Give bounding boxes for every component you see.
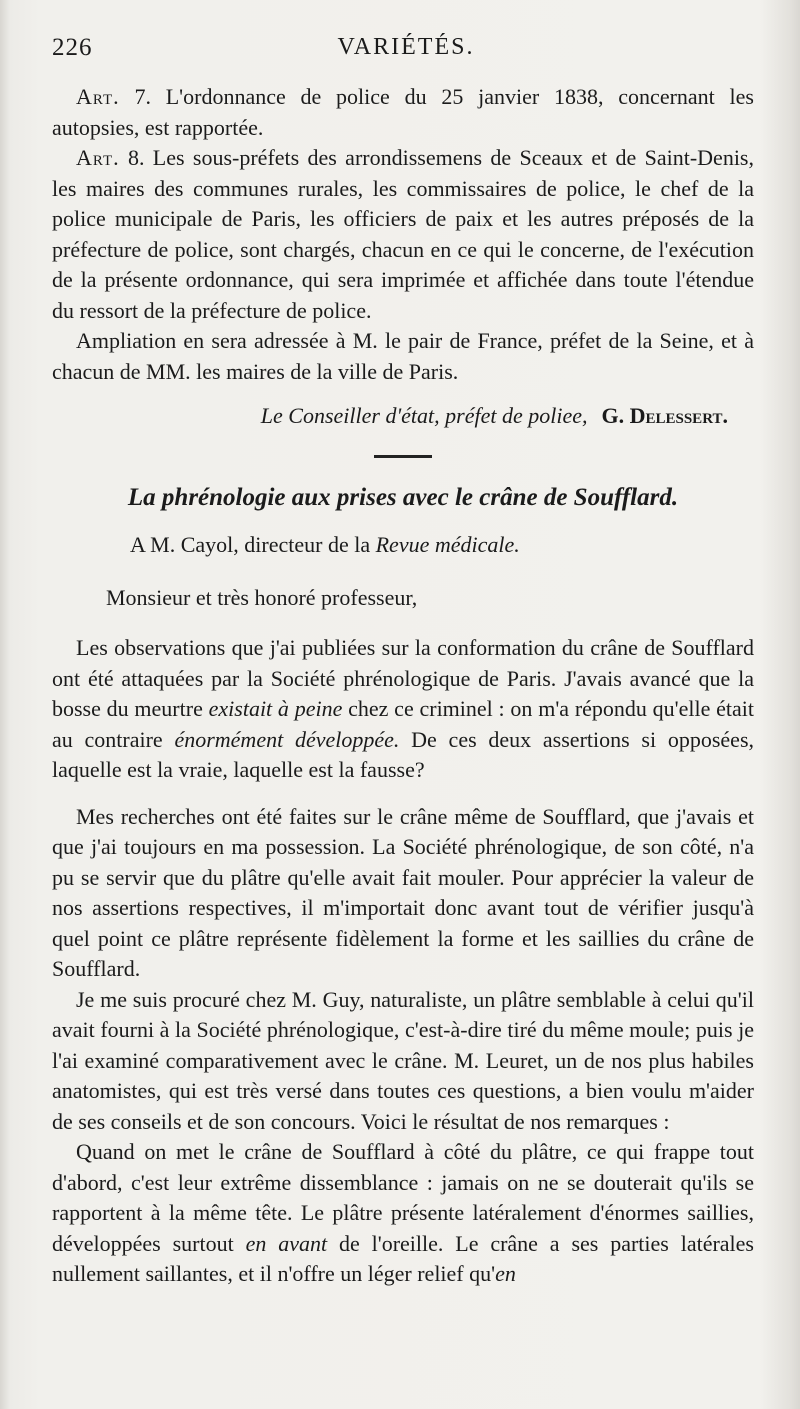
page-number: 226 — [52, 34, 93, 61]
signature — [52, 401, 728, 431]
running-head: VARIÉTÉS. — [337, 34, 475, 60]
page-content — [52, 82, 754, 1290]
ampliation-paragraph: Ampliation en sera adressée à M. le pair de France, préfet de la Seine, et à chacun de MM. les maires de la ville de Paris. — [52, 328, 754, 384]
paragraph-1-text-c: De ces deux assertions si opposées, laquelle est la vraie, laquelle est la fausse? — [52, 726, 755, 782]
paragraph-1-text-b: chez ce criminel : on m'a répondu qu'elle était au contraire — [52, 696, 755, 752]
section-divider — [374, 455, 432, 458]
paragraph-3: Je me suis procuré chez M. Guy, naturaliste, un plâtre semblable à celui qu'il avait fourni à la Société phrénologique, c'est-à-dire tiré du même moule; puis je l'ai examiné comparativement avec le crâne. M. Leuret, un de nos plus habiles anatomistes, qui est très versé dans toutes ces questions, a bien voulu m'aider de ses conseils et de son concours. Voici le résultat de nos remarques : — [52, 986, 754, 1134]
paragraph-1 — [52, 633, 754, 786]
paragraph-4 — [52, 1137, 754, 1290]
addressee-prefix: A M. Cayol, directeur de la — [130, 532, 371, 557]
paragraph-4-emphasis-2: en — [495, 1261, 516, 1286]
addressee-journal: Revue médicale. — [375, 532, 520, 557]
salutation: Monsieur et très honoré professeur, — [106, 584, 418, 610]
article-7 — [52, 82, 754, 143]
paragraph-1-emphasis-1: existait à peine — [208, 696, 343, 721]
paragraph-4-text-a: Quand on met le crâne de Soufflard à côté du plâtre, ce qui frappe tout d'abord, c'est leur extrême dissemblance : jamais on ne se douterait qu'ils se rapportent à la même tête. Le plâtre présente latéralement d'énormes saillies, développées surtout — [52, 1139, 754, 1256]
paragraph-4-emphasis-1: en avant — [245, 1230, 328, 1256]
article-7-text: 7. L'ordonnance de police du 25 janvier 1838, concernant les autopsies, est rapportée. — [52, 84, 754, 140]
paragraph-4-text-b: de l'oreille. Le crâne a ses parties latérales nullement saillantes, et il n'offre un léger relief qu' — [52, 1230, 754, 1286]
article-label: Art. — [76, 84, 120, 109]
paragraph-1-emphasis-2: énormément développée. — [174, 726, 400, 752]
addressee — [52, 530, 754, 561]
article-title: La phrénologie aux prises avec le crâne de Soufflard. — [127, 484, 679, 511]
article-8 — [52, 143, 754, 326]
article-label: Art. — [76, 145, 120, 170]
page-header — [52, 34, 760, 70]
article-8-text: 8. Les sous-préfets des arrondissemens de Sceaux et de Saint-Denis, les maires des communes rurales, les commissaires de police, le chef de la police municipale de Paris, les officiers de paix et les autres préposés de la préfecture de police, sont chargés, chacun en ce qui le concerne, de l'exécution de la présente ordonnance, qui sera imprimée et affichée dans toute l'étendue du ressort de la préfecture de police. — [52, 145, 754, 323]
signature-role: Le Conseiller d'état, préfet de poliee, — [260, 403, 588, 428]
paragraph-2: Mes recherches ont été faites sur le crâne même de Soufflard, que j'avais et que j'ai toujours en ma possession. La Société phrénologique, de son côté, n'a pu se servir que du plâtre qu'elle avait fait mouler. Pour apprécier la valeur de nos assertions respectives, il m'importait donc avant tout de vérifier jusqu'à quel point ce plâtre représente fidèlement la forme et les saillies du crâne de Soufflard. — [52, 803, 754, 981]
paragraph-1-text-a: Les observations que j'ai publiées sur la conformation du crâne de Soufflard ont été attaquées par la Société phrénologique de Paris. J'avais avancé que la bosse du meurtre — [52, 635, 754, 721]
signature-name: G. Delessert. — [601, 403, 728, 428]
